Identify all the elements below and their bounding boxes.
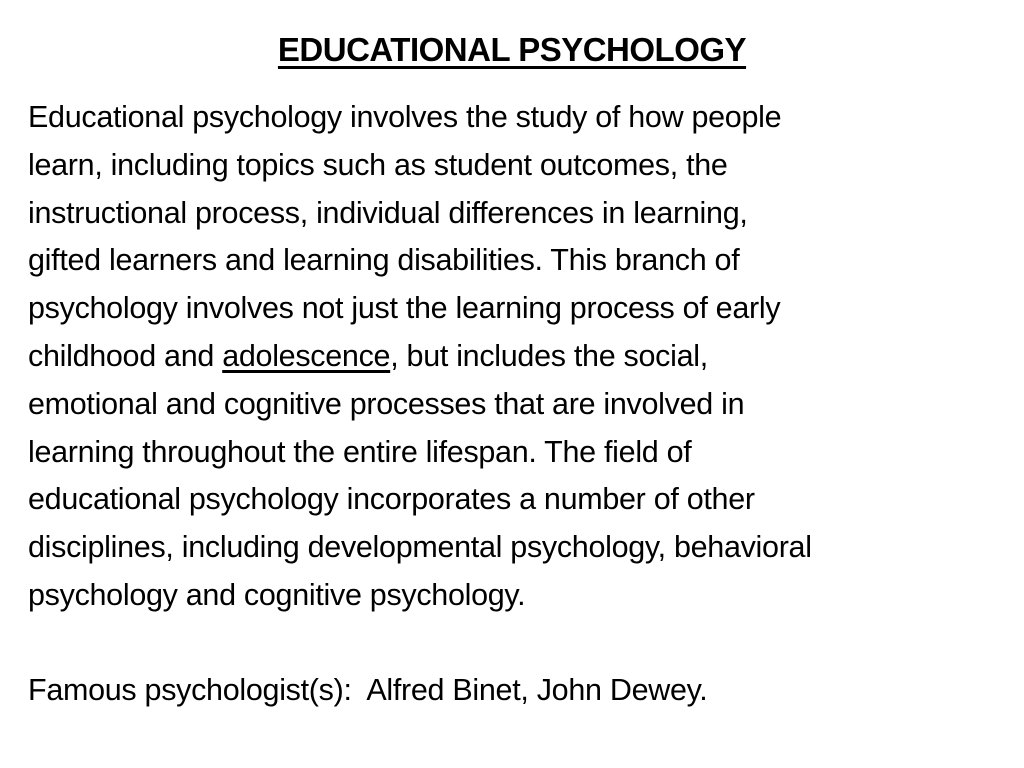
- paragraph-line: psychology and cognitive psychology.: [28, 577, 526, 612]
- paragraph-line: learn, including topics such as student outcomes, the: [28, 147, 728, 182]
- paragraph-line: learning throughout the entire lifespan. The field of: [28, 434, 692, 469]
- famous-label: Famous psychologist(s):: [28, 673, 352, 707]
- slide-title: EDUCATIONAL PSYCHOLOGY: [277, 31, 747, 68]
- paragraph-line: [28, 333, 998, 381]
- paragraph-line: instructional process, individual differences in learning,: [28, 195, 748, 230]
- paragraph-line: psychology involves not just the learning process of early: [28, 291, 781, 326]
- paragraph-text: childhood and: [28, 338, 223, 373]
- paragraph-line: gifted learners and learning disabilities. This branch of: [28, 243, 740, 278]
- paragraph-line: Educational psychology involves the study of how people: [28, 100, 782, 134]
- paragraph-text: , but includes the social,: [390, 338, 708, 373]
- paragraph-line: educational psychology incorporates a number of other: [28, 482, 755, 517]
- famous-names: Alfred Binet, John Dewey.: [366, 673, 708, 707]
- adolescence-link[interactable]: adolescence: [222, 338, 391, 373]
- paragraph-line: emotional and cognitive processes that are involved in: [28, 386, 745, 421]
- description-paragraph: [28, 94, 998, 620]
- paragraph-line: disciplines, including developmental psychology, behavioral: [28, 530, 812, 565]
- famous-psychologists: [28, 667, 998, 715]
